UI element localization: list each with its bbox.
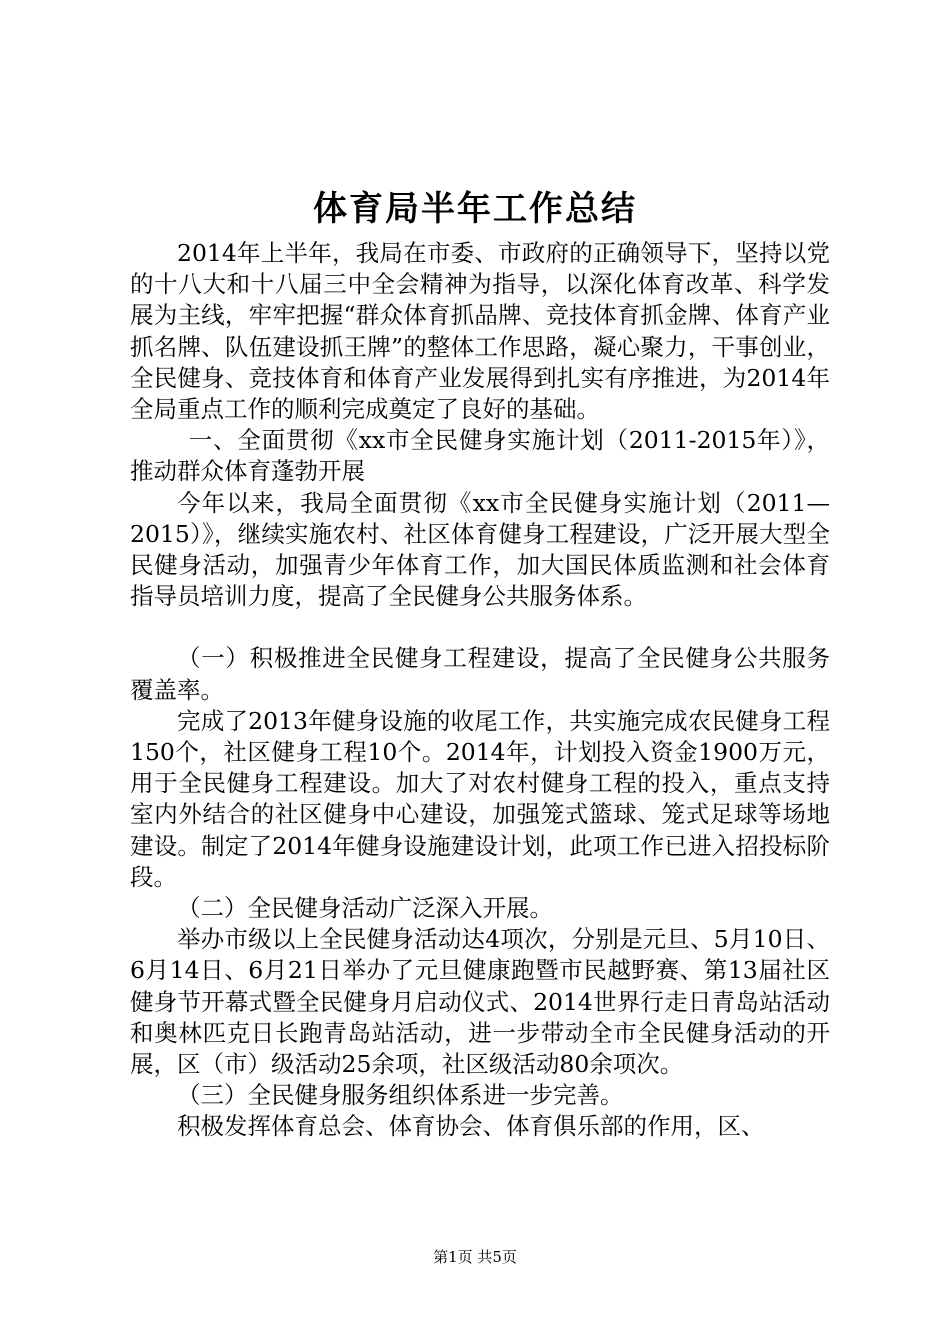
page-footer: 第1页 共5页 [433, 1248, 517, 1266]
sub-section-3-paragraph: 积极发挥体育总会、体育协会、体育俱乐部的作用，区、 [177, 1112, 765, 1141]
sub-heading-3: （三）全民健身服务组织体系进一步完善。 [177, 1081, 624, 1110]
intro-paragraph: 2014年上半年，我局在市委、市政府的正确领导下，坚持以党的十八大和十八届三中全会精神为指导，以深化体育改革、科学发展为主线，牢牢把握“群众体育抓品牌、竞技体育抓金牌、体育产业抓名牌、队伍建设抓王牌”的整体工作思路，凝心聚力，干事创业，全民健身、竞技体育和体育产业发展得到扎实有序推进，为2014年全局重点工作的顺利完成奠定了良好的基础。 [130, 239, 830, 424]
section-1-paragraph: 今年以来，我局全面贯彻《xx市全民健身实施计划（2011—2015）》，继续实施农村、社区体育健身工程建设，广泛开展大型全民健身活动，加强青少年体育工作，加大国民体质监测和社会体育指导员培训力度，提高了全民健身公共服务体系。 [130, 488, 830, 611]
sub-heading-2: （二）全民健身活动广泛深入开展。 [177, 894, 553, 923]
paragraph-spacer [130, 612, 830, 643]
document-body [130, 238, 830, 1143]
section-heading-1: 一、全面贯彻《xx市全民健身实施计划（2011-2015年）》，推动群众体育蓬勃开展 [130, 426, 830, 486]
sub-section-1-paragraph: 完成了2013年健身设施的收尾工作，共实施完成农民健身工程150个，社区健身工程10个。2014年，计划投入资金1900万元，用于全民健身工程建设。加大了对农村健身工程的投入，重点支持室内外结合的社区健身中心建设，加强笼式篮球、笼式足球等场地建设。制定了2014年健身设施建设计划，此项工作已进入招投标阶段。 [130, 706, 830, 891]
sub-section-2-paragraph: 举办市级以上全民健身活动达4项次，分别是元旦、5月10日、6月14日、6月21日举办了元旦健康跑暨市民越野赛、第13届社区健身节开幕式暨全民健身月启动仪式、2014世界行走日青岛站活动和奥林匹克日长跑青岛站活动，进一步带动全市全民健身活动的开展，区（市）级活动25余项，社区级活动80余项次。 [130, 925, 830, 1079]
document-title: 体育局半年工作总结 [313, 189, 637, 229]
sub-heading-1: （一）积极推进全民健身工程建设，提高了全民健身公共服务覆盖率。 [130, 644, 830, 704]
